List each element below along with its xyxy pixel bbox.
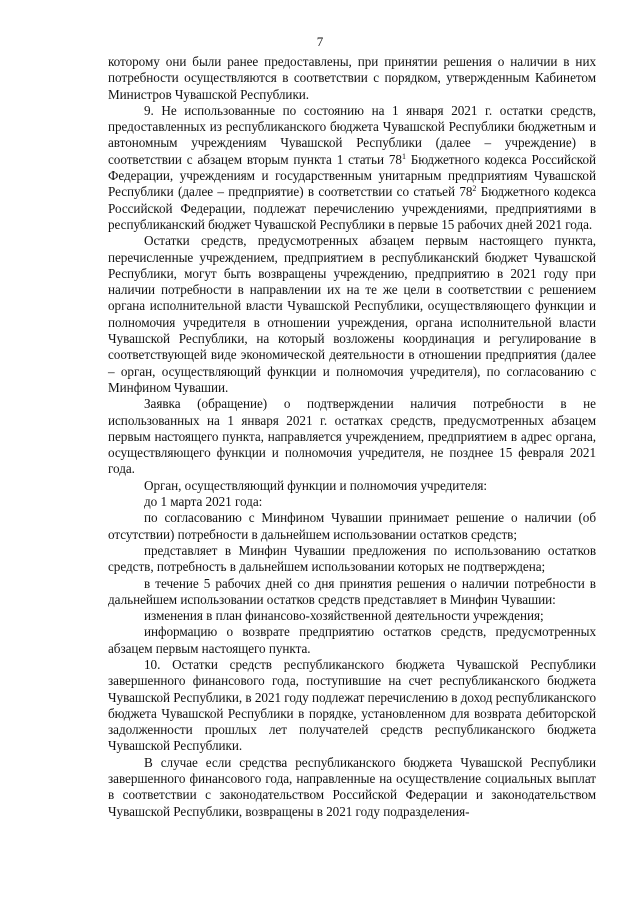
paragraph-text: Заявка (обращение) о подтверждении наличия потребности в не использованных на 1 января 2021 г. остатках средств, предусмотренных абзацем первым настоящего пункта, направляется учреждением, предприятием в адрес органа, осуществляющего функции и полномочия учредителя, не позднее 15 февраля 2021 года. <box>108 396 596 477</box>
paragraph-text: 9. Не использованные по состоянию на 1 января 2021 г. остатки средств, предоставленных из республиканского бюджета Чувашской Республики бюджетным и автономным учреждениям Чувашской Республики (далее – учреждение) в соответствии с абзацем вторым пункта 1 статьи 78 <box>108 102 596 167</box>
superscript: 2 <box>472 184 477 194</box>
paragraph <box>108 576 596 609</box>
paragraph-text: В случае если средства республиканского бюджета Чувашской Республики завершенного финансового года, направленные на осуществление социальных выплат в соответствии с законодательством Российской Федерации и законодательством Чувашской Республики, возвращены в 2021 году подразделения- <box>108 754 596 819</box>
paragraph-text: 10. Остатки средств республиканского бюджета Чувашской Республики завершенного финансового года, поступившие на счет республиканского бюджета Чувашской Республики, в 2021 году подлежат перечислению в доход республиканского бюджета Чувашской Республики в порядке, установленном для возврата дебиторской задолженности прошлых лет получателей средств республиканского бюджета Чувашской Республики. <box>108 656 596 754</box>
paragraph <box>108 657 596 755</box>
paragraph-text: в течение 5 рабочих дней со дня принятия решения о наличии потребности в дальнейшем использовании остатков средств представляет в Минфин Чувашии: <box>108 575 596 607</box>
paragraph <box>108 54 596 103</box>
superscript: 1 <box>401 151 406 161</box>
paragraph-text: представляет в Минфин Чувашии предложения по использованию остатков средств, потребность в дальнейшем использовании которых не подтверждена; <box>108 542 596 575</box>
paragraph <box>108 478 596 494</box>
paragraph-text: Бюджетного кодекса Российской Федерации, учреждениям и государственным унитарным предприятиям Чувашской Республики (далее – предприятие) в соответствии со статьей 78 <box>108 151 597 200</box>
paragraph-text: Остатки средств, предусмотренных абзацем первым настоящего пункта, перечисленные учреждением, предприятием в республиканский бюджет Чувашской Республики, могут быть возвращены учреждению, предприятию в 2021 году при наличии потребности в направлении их на те же цели в соответствии с решением органа исполнительной власти Чувашской Республики, осуществляющего функции и полномочия учредителя в отношении учреждения, органа исполнительной власти Чувашской Республики, на который возложены координация и регулирование в соответствующей виде экономической деятельности в отношении предприятия (далее – орган, осуществляющий функции и полномочия учредителя), по согласованию с Минфином Чувашии. <box>108 233 596 395</box>
paragraph-text: которому они были ранее предоставлены, при принятии решения о наличии в них потребности осуществляются в соответствии с порядком, утвержденным Кабинетом Министров Чувашской Республики. <box>108 54 596 102</box>
paragraph <box>108 103 596 233</box>
paragraph-text: Орган, осуществляющий функции и полномочия учредителя: <box>144 477 487 493</box>
page-number: 7 <box>316 34 324 49</box>
paragraph <box>108 494 596 510</box>
paragraph-text: по согласованию с Минфином Чувашии принимает решение о наличии (об отсутствии) потребности в дальнейшем использовании остатков средств; <box>108 510 596 542</box>
document-body <box>108 54 596 820</box>
paragraph <box>108 624 596 657</box>
paragraph-text: до 1 марта 2021 года: <box>144 494 263 510</box>
paragraph-text: информацию о возврате предприятию остатков средств, предусмотренных абзацем первым настоящего пункта. <box>108 624 596 656</box>
paragraph <box>108 608 596 624</box>
paragraph <box>108 543 596 576</box>
paragraph <box>108 510 596 543</box>
paragraph <box>108 396 596 477</box>
paragraph-text: изменения в план финансово-хозяйственной деятельности учреждения; <box>144 608 544 624</box>
paragraph-text: Бюджетного кодекса Российской Федерации, подлежат перечислению учреждениями, предприятиями в республиканский бюджет Чувашской Республики в первые 15 рабочих дней 2021 года. <box>108 184 596 232</box>
paragraph <box>108 233 596 396</box>
paragraph <box>108 755 596 820</box>
